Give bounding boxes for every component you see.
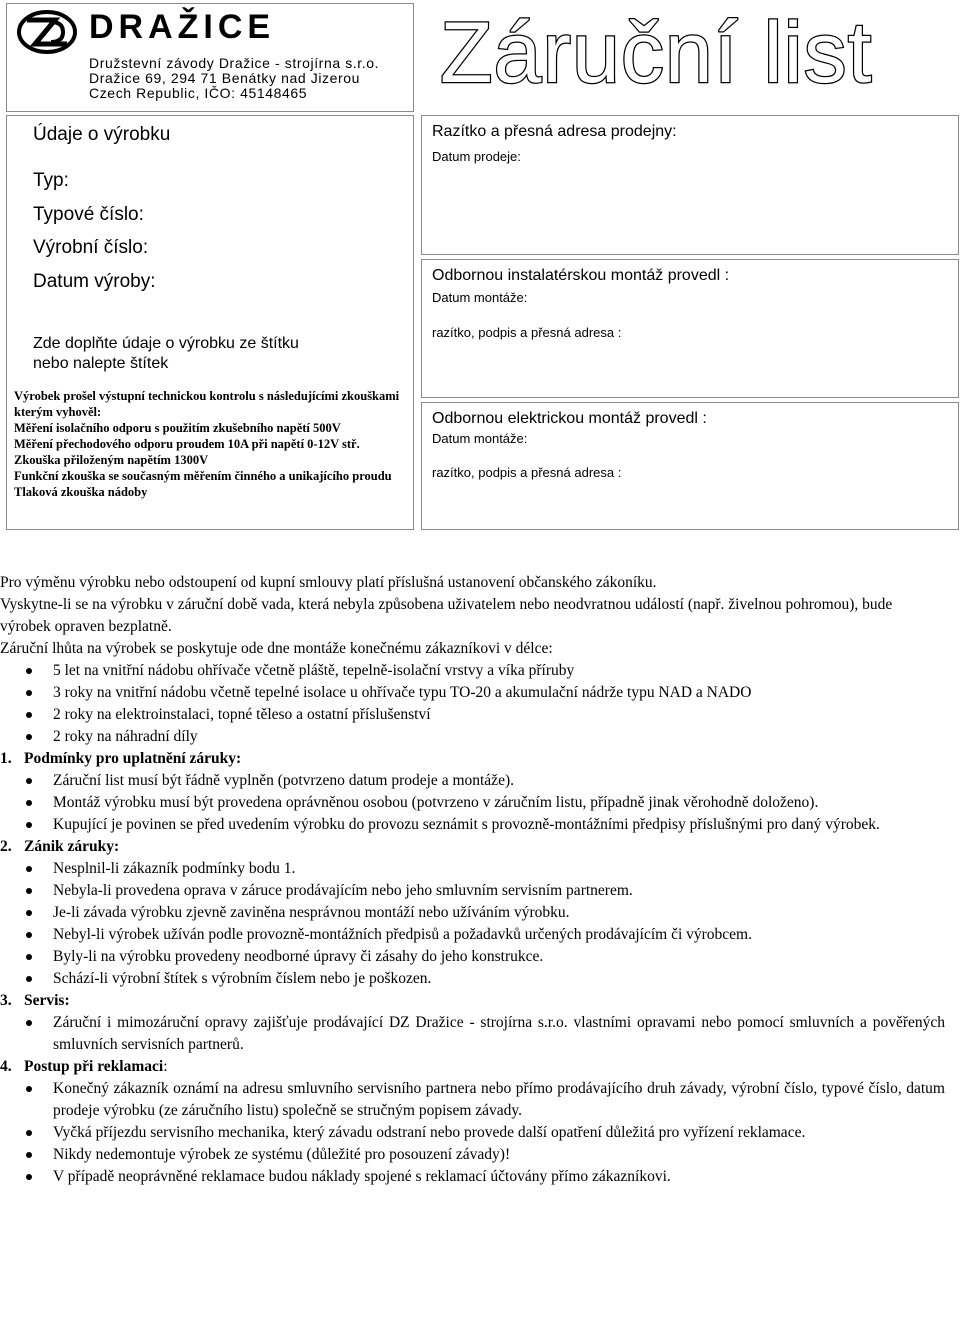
brand-name: DRAŽICE xyxy=(89,8,276,46)
list-item: Nebyl-li výrobek užíván podle provozně-montážních předpisů a požadavků určených prodávajícím či výrobcem. xyxy=(53,924,945,946)
list-item: Byly-li na výrobku provedeny neodborné úpravy či zásahy do jeho konstrukce. xyxy=(53,946,945,968)
plumbing-installation-stamp-label: razítko, podpis a přesná adresa : xyxy=(432,325,622,340)
list-item: 3 roky na vnitřní nádobu včetně tepelné isolace u ohřívače typu TO-20 a akumulační nádrže typu NAD a NADO xyxy=(53,682,945,704)
conditions-list xyxy=(0,770,945,836)
intro-paragraph: Pro výměnu výrobku nebo odstoupení od kupní smlouvy platí příslušná ustanovení občanského zákoníku. xyxy=(0,574,657,591)
section-heading-service: 3. Servis: xyxy=(0,992,70,1009)
test-line: Měření isolačního odporu s použitím zkušebního napětí 500V xyxy=(14,421,341,435)
intro-paragraph: Vyskytne-li se na výrobku v záruční době vada, která nebyla způsobena uživatelem nebo neodvratnou událostí (např. živelnou pohromou), bude výrobek opraven bezplatně. xyxy=(0,596,893,635)
list-item: Schází-li výrobní štítek s výrobním číslem nebo je poškozen. xyxy=(53,968,945,990)
section-heading-conditions: 1. Podmínky pro uplatnění záruky: xyxy=(0,750,242,767)
list-item: V případě neoprávněné reklamace budou náklady spojené s reklamací účtovány přímo zákazníkovi. xyxy=(53,1166,945,1188)
service-list xyxy=(0,1012,945,1056)
electrical-installation-title: Odbornou elektrickou montáž provedl : xyxy=(432,410,707,427)
label-note-line: nebo nalepte štítek xyxy=(33,355,169,372)
company-header-box xyxy=(6,3,414,112)
product-info-box xyxy=(6,115,414,530)
company-address xyxy=(89,56,379,101)
test-line: Výrobek prošel výstupní technickou kontrolu s následujícími zkouškami kterým vyhověl: xyxy=(14,389,400,419)
list-item: Nesplnil-li zákazník podmínky bodu 1. xyxy=(53,858,945,880)
label-note-line: Zde doplňte údaje o výrobku ze štítku xyxy=(33,335,299,352)
test-line: Tlaková zkouška nádoby xyxy=(14,485,148,499)
list-item: 5 let na vnitřní nádobu ohřívače včetně pláště, tepelně-isolační vrstvy a víka příruby xyxy=(53,660,945,682)
list-item: Je-li závada výrobku zjevně zaviněna nesprávnou montáží nebo užíváním výrobku. xyxy=(53,902,945,924)
list-item: Montáž výrobku musí být provedena oprávněnou osobou (potvrzeno v záručním listu, případně jinak věrohodně doloženo). xyxy=(53,792,945,814)
dz-logo-icon xyxy=(17,10,77,54)
test-line: Zkouška přiloženým napětím 1300V xyxy=(14,453,209,467)
field-type-label: Typ: xyxy=(33,170,69,191)
section-heading-claims: 4. Postup při reklamaci: xyxy=(0,1058,168,1075)
company-line: Dražice 69, 294 71 Benátky nad Jizerou xyxy=(89,70,361,86)
page-title: Záruční list xyxy=(440,5,873,101)
field-type-number-label: Typové číslo: xyxy=(33,204,144,225)
list-item: Nikdy nedemontuje výrobek ze systému (důležité pro posouzení závady)! xyxy=(53,1144,945,1166)
list-item: 2 roky na náhradní díly xyxy=(53,726,945,748)
field-production-date-label: Datum výroby: xyxy=(33,271,156,292)
electrical-installation-box xyxy=(421,402,959,530)
list-item: Kupující je povinen se před uvedením výrobku do provozu seznámit s provozně-montážními předpisy příslušnými pro daný výrobek. xyxy=(53,814,945,836)
test-line: Měření přechodového odporu proudem 10A při napětí 0-12V stř. xyxy=(14,437,360,451)
quality-tests xyxy=(14,388,409,500)
field-serial-number-label: Výrobní číslo: xyxy=(33,237,149,258)
test-line: Funkční zkouška se současným měřením činného a unikajícího proudu xyxy=(14,469,392,483)
list-item: Nebyla-li provedena oprava v záruce prodávajícím nebo jeho smluvním servisním partnerem. xyxy=(53,880,945,902)
electrical-installation-stamp-label: razítko, podpis a přesná adresa : xyxy=(432,465,622,480)
list-item: Konečný zákazník oznámí na adresu smluvního servisního partnera nebo přímo prodávajícího druh závady, výrobní číslo, typové číslo, datum prodeje výrobku (ze záručního listu) společně se stručným popisem závady. xyxy=(53,1078,945,1122)
electrical-installation-date-label: Datum montáže: xyxy=(432,431,528,446)
seller-stamp-box xyxy=(421,115,959,255)
company-line: Družstevní závody Dražice - strojírna s.r.o. xyxy=(89,55,380,71)
company-line: Czech Republic, IČO: 45148465 xyxy=(89,85,308,101)
section-heading-termination: 2. Zánik záruky: xyxy=(0,838,120,855)
termination-list xyxy=(0,858,945,990)
seller-stamp-title: Razítko a přesná adresa prodejny: xyxy=(432,123,677,140)
list-item: 2 roky na elektroinstalaci, topné těleso a ostatní příslušenství xyxy=(53,704,945,726)
plumbing-installation-title: Odbornou instalatérskou montáž provedl : xyxy=(432,267,730,284)
sale-date-label: Datum prodeje: xyxy=(432,149,521,164)
claims-list xyxy=(0,1078,945,1188)
plumbing-installation-date-label: Datum montáže: xyxy=(432,290,528,305)
label-note xyxy=(33,334,299,374)
list-item: Záruční list musí být řádně vyplněn (potvrzeno datum prodeje a montáže). xyxy=(53,770,945,792)
product-info-heading: Údaje o výrobku xyxy=(33,124,171,145)
intro-paragraph: Záruční lhůta na výrobek se poskytuje ode dne montáže konečnému zákazníkovi v délce: xyxy=(0,640,553,657)
list-item: Záruční i mimozáruční opravy zajišťuje prodávající DZ Dražice - strojírna s.r.o. vlastními opravami nebo pomocí smluvních a pověřených smluvních servisních partnerů. xyxy=(53,1012,945,1056)
plumbing-installation-box xyxy=(421,259,959,398)
list-item: Vyčká příjezdu servisního mechanika, který závadu odstraní nebo provede další opatření důležitá pro vyřízení reklamace. xyxy=(53,1122,945,1144)
warranty-period-list xyxy=(0,660,945,748)
warranty-terms xyxy=(0,572,945,1188)
